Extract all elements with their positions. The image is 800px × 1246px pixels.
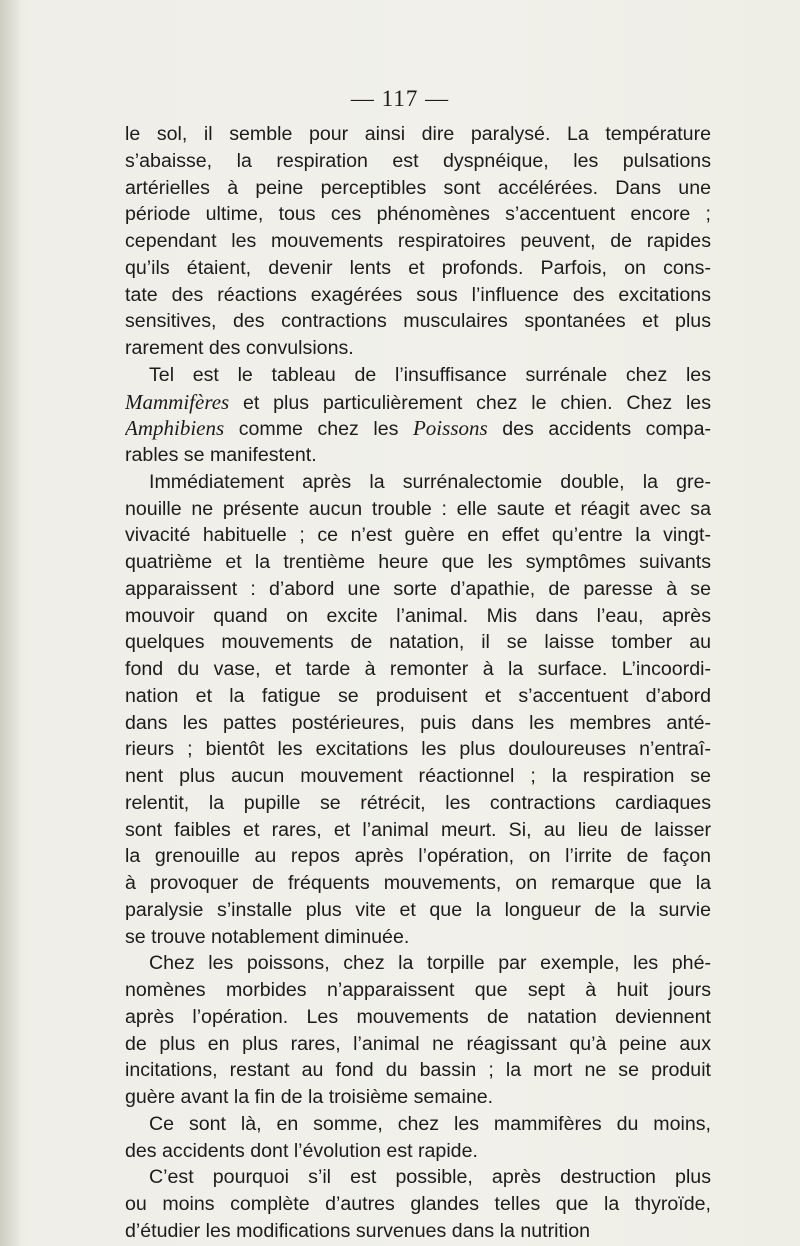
text-line: d’étudier les modifications survenues dans la nutrition (125, 1219, 591, 1242)
text-line: paralysie s’installe plus vite et que la longueur de la survie (125, 898, 711, 921)
text-line: Ce sont là, en somme, chez les mammifères du moins, (149, 1112, 711, 1135)
text-line: sensitives, des contractions musculaires spontanées et plus (125, 310, 711, 333)
text-line: artérielles à peine perceptibles sont accélérées. Dans une (125, 176, 711, 199)
text-line: fond du vase, et tarde à remonter à la surface. L’incoordi- (125, 658, 711, 680)
paragraph (125, 1111, 711, 1165)
text-line: Tel est le tableau de l’insuffisance surrénale chez les (149, 363, 711, 386)
paragraph (125, 1164, 711, 1244)
text-line: la grenouille au repos après l’opération, on l’irrite de façon (125, 845, 711, 868)
text-line: ou moins complète d’autres glandes telles que la thyroïde, (125, 1193, 711, 1215)
text-line: Amphibiens comme chez les Poissons des accidents compa- (125, 416, 711, 441)
page-edge-shadow (0, 0, 22, 1246)
text-line: apparaissent : d’abord une sorte d’apathie, de paresse à se (125, 577, 711, 600)
text-line: guère avant la fin de la troisième semaine. (125, 1086, 494, 1108)
paragraph (125, 121, 711, 362)
text-line: relentit, la pupille se rétrécit, les contractions cardiaques (125, 791, 711, 814)
text-line: nouille ne présente aucun trouble : elle saute et réagit avec sa (125, 497, 711, 520)
text-line: mouvoir quand on excite l’animal. Mis dans l’eau, après (125, 604, 711, 627)
body-text (125, 121, 711, 1245)
text-line: sont faibles et rares, et l’animal meurt. Si, au lieu de laisser (125, 818, 711, 841)
text-line: tate des réactions exagérées sous l’influence des excitations (125, 283, 711, 306)
text-line: s’abaisse, la respiration est dyspnéique, les pulsations (125, 149, 711, 172)
text-line: se trouve notablement diminuée. (125, 925, 410, 948)
text-line: vivacité habituelle ; ce n’est guère en effet qu’entre la vingt- (125, 524, 711, 547)
text-line: des accidents dont l’évolution est rapide. (125, 1139, 478, 1162)
text-line: après l’opération. Les mouvements de natation deviennent (125, 1005, 711, 1028)
text-line: quelques mouvements de natation, il se laisse tomber au (125, 631, 711, 654)
text-line: qu’ils étaient, devenir lents et profonds. Parfois, on cons- (125, 256, 711, 279)
text-line: Mammifères et plus particulièrement chez le chien. Chez les (125, 389, 711, 414)
text-line: nation et la fatigue se produisent et s’accentuent d’abord (125, 684, 711, 707)
paragraph (125, 469, 711, 951)
text-line: rieurs ; bientôt les excitations les plus douloureuses n’entraî- (125, 738, 711, 761)
text-line: le sol, il semble pour ainsi dire paralysé. La température (125, 123, 711, 145)
text-line: nomènes morbides n’apparaissent que sept à huit jours (125, 979, 711, 1001)
text-line: de plus en plus rares, l’animal ne réagissant qu’à peine aux (125, 1032, 711, 1055)
paragraph (125, 950, 711, 1111)
text-line: cependant les mouvements respiratoires peuvent, de rapides (125, 230, 711, 252)
text-line: incitations, restant au fond du bassin ; la mort ne se produit (125, 1059, 711, 1082)
paragraph (125, 362, 711, 469)
text-line: C’est pourquoi s’il est possible, après destruction plus (149, 1166, 711, 1189)
text-line: dans les pattes postérieures, puis dans les membres anté- (125, 711, 711, 734)
text-line: Immédiatement après la surrénalectomie double, la gre- (149, 470, 711, 493)
page-number: — 117 — (350, 86, 450, 111)
text-line: nent plus aucun mouvement réactionnel ; la respiration se (125, 765, 711, 787)
text-line: à provoquer de fréquents mouvements, on remarque que la (125, 872, 711, 894)
text-line: quatrième et la trentième heure que les symptômes suivants (125, 551, 711, 573)
text-line: Chez les poissons, chez la torpille par exemple, les phé- (149, 952, 711, 975)
text-line: rables se manifestent. (125, 444, 317, 466)
text-line: rarement des convulsions. (125, 337, 354, 359)
text-line: période ultime, tous ces phénomènes s’accentuent encore ; (125, 203, 711, 226)
